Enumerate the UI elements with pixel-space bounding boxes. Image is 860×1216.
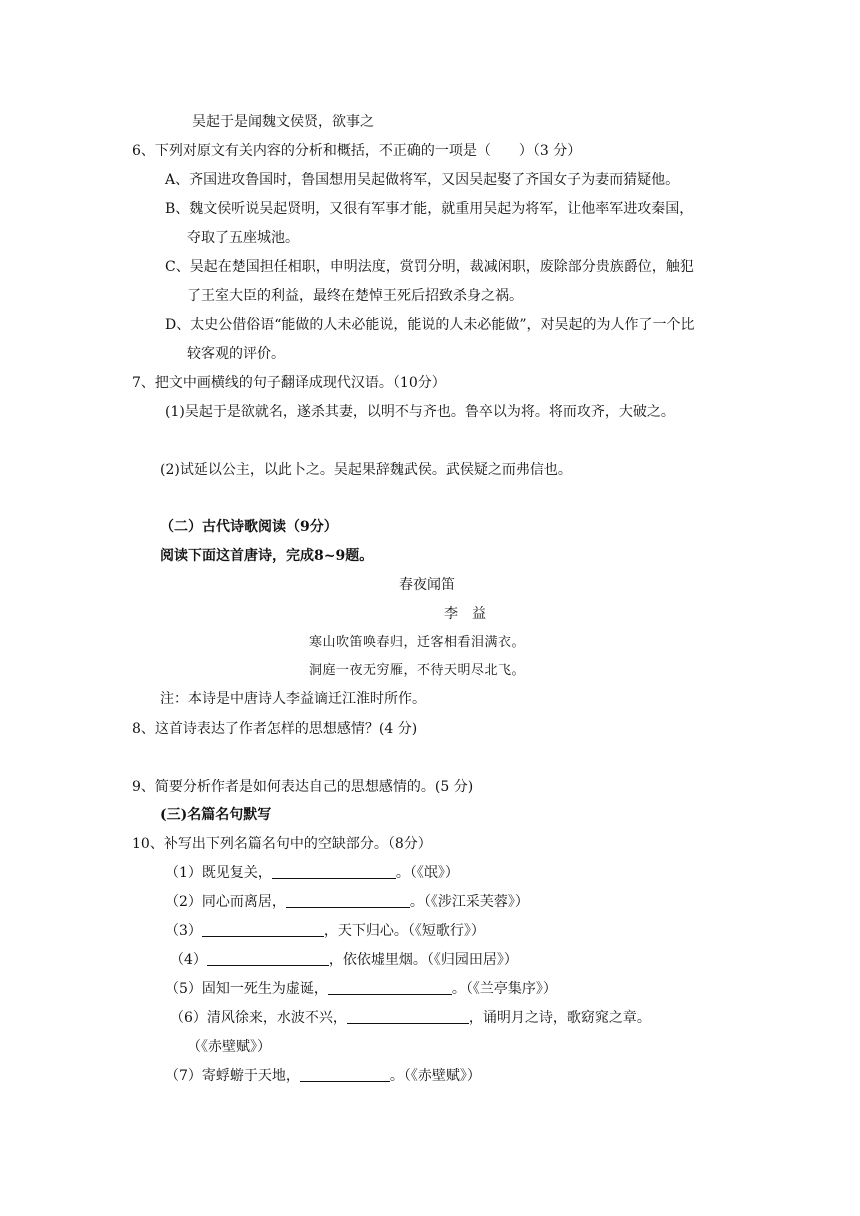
q6-option-a: A、齐国进攻鲁国时，鲁国想用吴起做将军，又因吴起娶了齐国女子为妻而猜疑他。 [165,172,680,188]
q10-item-1 [165,864,459,882]
q10-item-7-prefix: （7）寄蜉蝣于天地， [165,1068,300,1084]
q7-sentence-2: (2)试延以公主，以此卜之。吴起果辞魏武侯。武侯疑之而弗信也。 [160,462,572,478]
q10-item-6 [170,1009,651,1027]
q10-item-7-suffix: 。（《赤壁赋》） [389,1068,481,1084]
section-2-title: （二）古代诗歌阅读（9分） [160,519,338,535]
q10-item-4-prefix: （4） [170,952,207,968]
q10-item-1-blank[interactable] [272,864,396,879]
poem-title: 春夜闻笛 [399,577,455,593]
q8-stem: 8、这首诗表达了作者怎样的思想感情？(4 分) [132,721,418,737]
passage-continuation: 吴起于是闻魏文侯贤，欲事之 [192,114,374,130]
q6-option-d-line1: D、太史公借俗语“能做的人未必能说，能说的人未必能做”，对吴起的为人作了一个比 [165,317,695,333]
q10-item-5-blank[interactable] [328,980,452,995]
q10-item-6-source: （《赤壁赋》） [187,1039,271,1055]
q10-item-5-prefix: （5）固知一死生为虚诞， [165,981,328,997]
q9-stem: 9、简要分析作者是如何表达自己的思想感情的。(5 分) [132,779,474,795]
q6-option-c-line1: C、吴起在楚国担任相职，申明法度，赏罚分明，裁减闲职，废除部分贵族爵位，触犯 [165,259,694,275]
q10-item-6-blank[interactable] [347,1009,469,1024]
q10-item-7-blank[interactable] [300,1067,390,1082]
q10-item-7 [165,1067,481,1085]
poem-line-2: 洞庭一夜无穷雁，不待天明尽北飞。 [309,663,526,678]
section-2-instruction: 阅读下面这首唐诗，完成8~9题。 [160,548,374,564]
q10-item-2-blank[interactable] [286,893,410,908]
q6-option-b-line2: 夺取了五座城池。 [187,230,299,246]
q10-item-3 [165,922,485,940]
q10-item-6-prefix: （6）清风徐来，水波不兴， [170,1010,347,1026]
q10-item-1-suffix: 。（《氓》） [395,865,459,881]
q6-option-c-line2: 了王室大臣的利益，最终在楚悼王死后招致杀身之祸。 [187,288,523,304]
q10-item-3-suffix: ，天下归心。（《短歌行》） [323,923,485,939]
q10-item-2 [165,893,529,911]
q6-stem: 6、下列对原文有关内容的分析和概括，不正确的一项是（ ）（3 分） [132,143,582,159]
q7-sentence-1: (1)吴起于是欲就名，遂杀其妻，以明不与齐也。鲁卒以为将。将而攻齐，大破之。 [165,404,675,420]
q10-item-2-prefix: （2）同心而离居， [165,894,286,910]
section-3-title: (三)名篇名句默写 [160,807,272,823]
q7-stem: 7、把文中画横线的句子翻译成现代汉语。（10分） [132,375,446,391]
q10-stem: 10、补写出下列名篇名句中的空缺部分。（8分） [132,836,432,852]
q10-item-4-blank[interactable] [207,951,329,966]
q10-item-2-suffix: 。（《涉江采芙蓉》） [409,894,529,910]
q10-item-6-suffix: ，诵明月之诗，歌窈窕之章。 [468,1010,651,1026]
q6-option-d-line2: 较客观的评价。 [187,346,285,362]
poem-note: 注：本诗是中唐诗人李益谪迁江淮时所作。 [160,691,426,707]
poem-author: 李 益 [444,606,486,622]
poem-line-1: 寒山吹笛唤春归，迁客相看泪满衣。 [309,635,526,650]
q6-option-b-line1: B、魏文侯听说吴起贤明，又很有军事才能，就重用吴起为将军，让他率军进攻秦国， [165,201,694,217]
q10-item-1-prefix: （1）既见复关， [165,865,272,881]
q10-item-3-prefix: （3） [165,923,202,939]
q10-item-4-suffix: ，依依墟里烟。（《归园田居》） [328,952,518,968]
q10-item-4 [170,951,518,969]
q10-item-3-blank[interactable] [202,922,324,937]
q10-item-5-suffix: 。（《兰亭集序》） [451,981,557,997]
q10-item-5 [165,980,557,998]
